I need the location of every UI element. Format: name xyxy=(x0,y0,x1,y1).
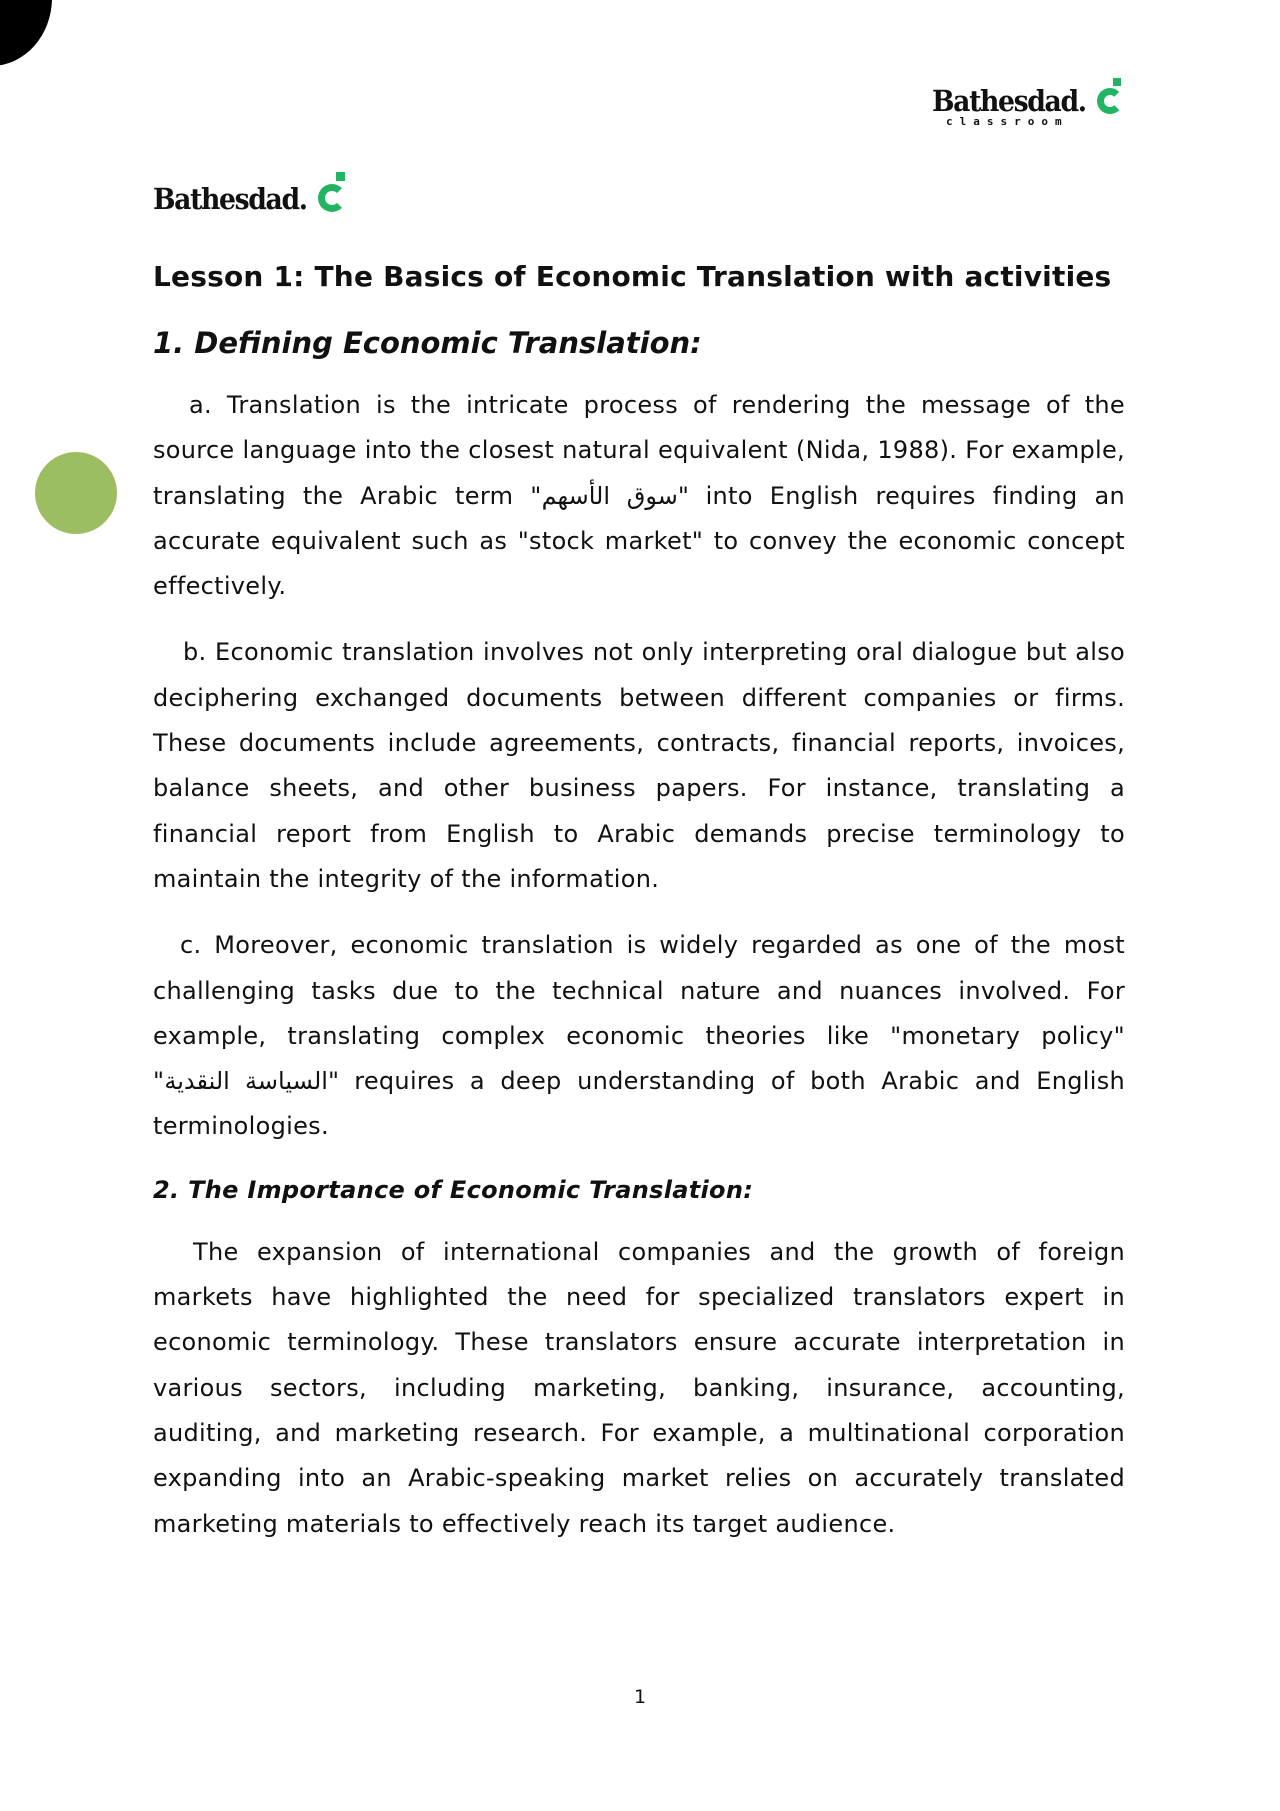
paragraph-a: a. Translation is the intricate process of rendering the message of the source language into the closest natural equivalent (Nida, 1988). For example, translating the Arabic term "سوق الأسهم" into English requires finding an accurate equivalent such as "stock market" to convey the economic concept effectively. xyxy=(153,391,1125,601)
logo-subtitle: classroom xyxy=(946,115,1069,128)
paragraph-b: b. Economic translation involves not only interpreting oral dialogue but also deciphering exchanged documents between different companies or firms. These documents include agreements, contracts, financial reports, invoices, balance sheets, and other business papers. For instance, translating a financial report from English to Arabic demands precise terminology to maintain the integrity of the information. xyxy=(153,638,1125,893)
document-body xyxy=(153,250,1125,1547)
logo-wordmark: Bathesdad. xyxy=(932,84,1086,118)
arabic-term-monetary-policy: السياسة النقدية xyxy=(164,1067,328,1096)
inline-logo xyxy=(153,170,348,214)
bathesdad-c-mark-icon xyxy=(318,170,348,214)
section-heading-defining: 1. Defining Economic Translation: xyxy=(153,326,702,360)
header-logo xyxy=(932,76,1125,128)
page-number: 1 xyxy=(633,1686,647,1708)
arabic-term-stock-market: سوق الأسهم xyxy=(541,481,678,510)
section-heading-importance: 2. The Importance of Economic Translation: xyxy=(153,1175,754,1204)
bathesdad-c-mark-icon xyxy=(1097,76,1125,116)
green-circle-decoration xyxy=(35,452,117,534)
paragraph-importance: The expansion of international companies and the growth of foreign markets have highlighted the need for specialized translators expert in economic terminology. These translators ensure accurate interpretation in various sectors, including marketing, banking, insurance, accounting, auditing, and marketing research. For example, a multinational corporation expanding into an Arabic-speaking market relies on accurately translated marketing materials to effectively reach its target audience. xyxy=(153,1237,1125,1538)
paragraph-c: c. Moreover, economic translation is widely regarded as one of the most challenging tasks due to the technical nature and nuances involved. For example, translating complex economic theories like "monetary policy" "السياسة النقدية" requires a deep understanding of both Arabic and English terminologies. xyxy=(153,931,1126,1141)
corner-decoration xyxy=(0,0,52,66)
logo-wordmark: Bathesdad. xyxy=(153,182,307,216)
lesson-title: Lesson 1: The Basics of Economic Translation with activities xyxy=(153,260,1112,293)
